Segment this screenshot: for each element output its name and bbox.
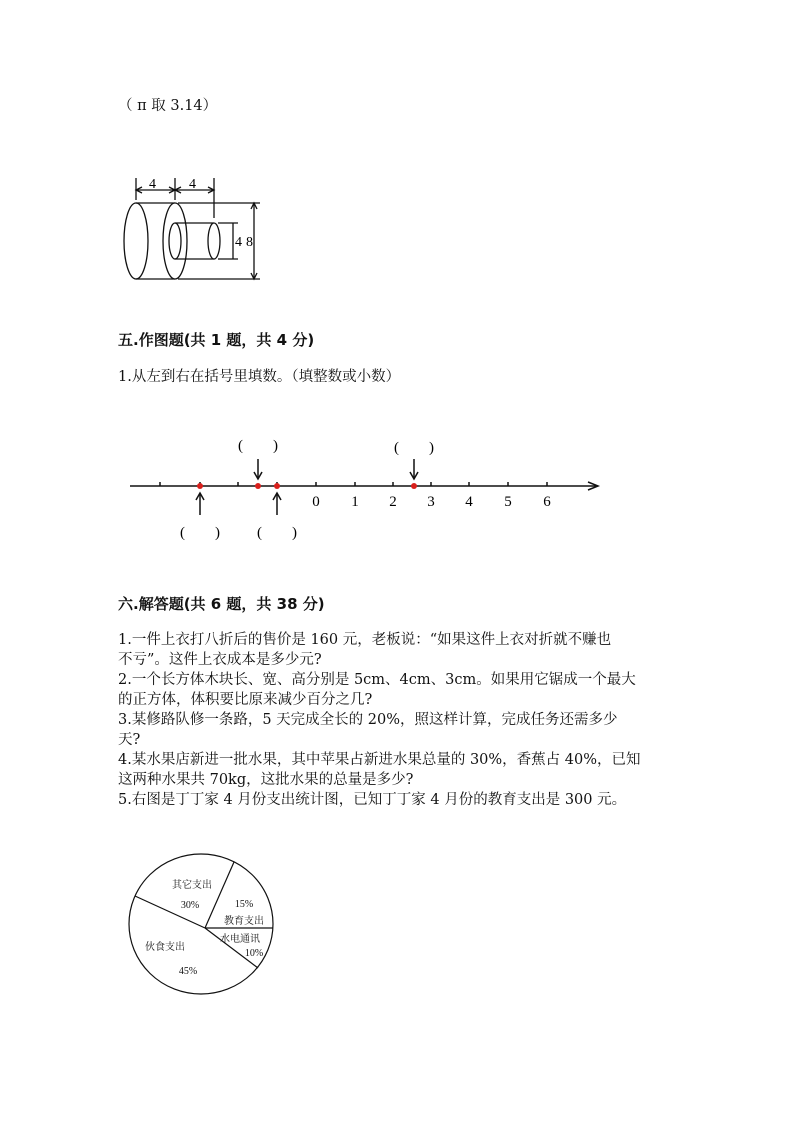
question-line: 天? [118, 732, 141, 748]
slice-value-utilities: 10% [244, 948, 264, 959]
dim-left-label: 4 [149, 177, 156, 192]
section6-title: 六.解答题(共 6 题，共 38 分) [118, 595, 325, 613]
slice-label-food: 伙食支出 [145, 942, 185, 953]
dim-outer-label: 8 [246, 235, 253, 250]
tick-label-6: 6 [543, 494, 551, 510]
cylinder-figure [118, 170, 268, 290]
question-line: 这两种水果共 70kg，这批水果的总量是多少? [118, 772, 414, 788]
tick-label-5: 5 [504, 494, 512, 510]
answer-bracket-bottom-left: ( ) [180, 525, 220, 541]
section6-questions [118, 630, 641, 810]
tick-label-1: 1 [351, 494, 359, 510]
slice-label-utilities: 水电通讯 [220, 934, 260, 945]
question-line: 2.一个长方体木块长、宽、高分别是 5cm、4cm、3cm。如果用它锯成一个最大 [118, 672, 636, 688]
tick-label-3: 3 [427, 494, 435, 510]
question-line: 不亏”。这件上衣成本是多少元? [118, 652, 322, 668]
slice-label-education: 教育支出 [224, 916, 264, 927]
tick-label-4: 4 [465, 494, 473, 510]
question-line: 4.某水果店新进一批水果，其中苹果占新进水果总量的 30%，香蕉占 40%，已知 [118, 752, 641, 768]
slice-value-education: 15% [234, 899, 254, 910]
question-line: 5.右图是丁丁家 4 月份支出统计图，已知丁丁家 4 月份的教育支出是 300 元。 [118, 792, 627, 808]
question-line: 1.一件上衣打八折后的售价是 160 元，老板说：“如果这件上衣对折就不赚也 [118, 632, 612, 648]
pi-note: （ π 取 3.14） [118, 98, 218, 114]
question-line: 3.某修路队修一条路，5 天完成全长的 20%，照这样计算，完成任务还需多少 [118, 712, 618, 728]
question-line: 的正方体，体积要比原来减少百分之几? [118, 692, 373, 708]
section5-q1: 1.从左到右在括号里填数。（填整数或小数） [118, 369, 401, 385]
slice-label-other: 其它支出 [172, 880, 212, 891]
number-line-figure [118, 425, 608, 550]
answer-bracket-top-right: ( ) [394, 440, 434, 456]
dim-inner-label: 4 [235, 235, 242, 250]
answer-bracket-bottom-right: ( ) [257, 525, 297, 541]
dim-right-label: 4 [189, 177, 196, 192]
slice-value-other: 30% [180, 900, 200, 911]
answer-bracket-top-left: ( ) [238, 438, 278, 454]
slice-value-food: 45% [178, 966, 198, 977]
tick-label-0: 0 [312, 494, 320, 510]
section5-title: 五.作图题(共 1 题，共 4 分) [118, 331, 315, 349]
tick-label-2: 2 [389, 494, 397, 510]
pie-chart [118, 850, 288, 1005]
